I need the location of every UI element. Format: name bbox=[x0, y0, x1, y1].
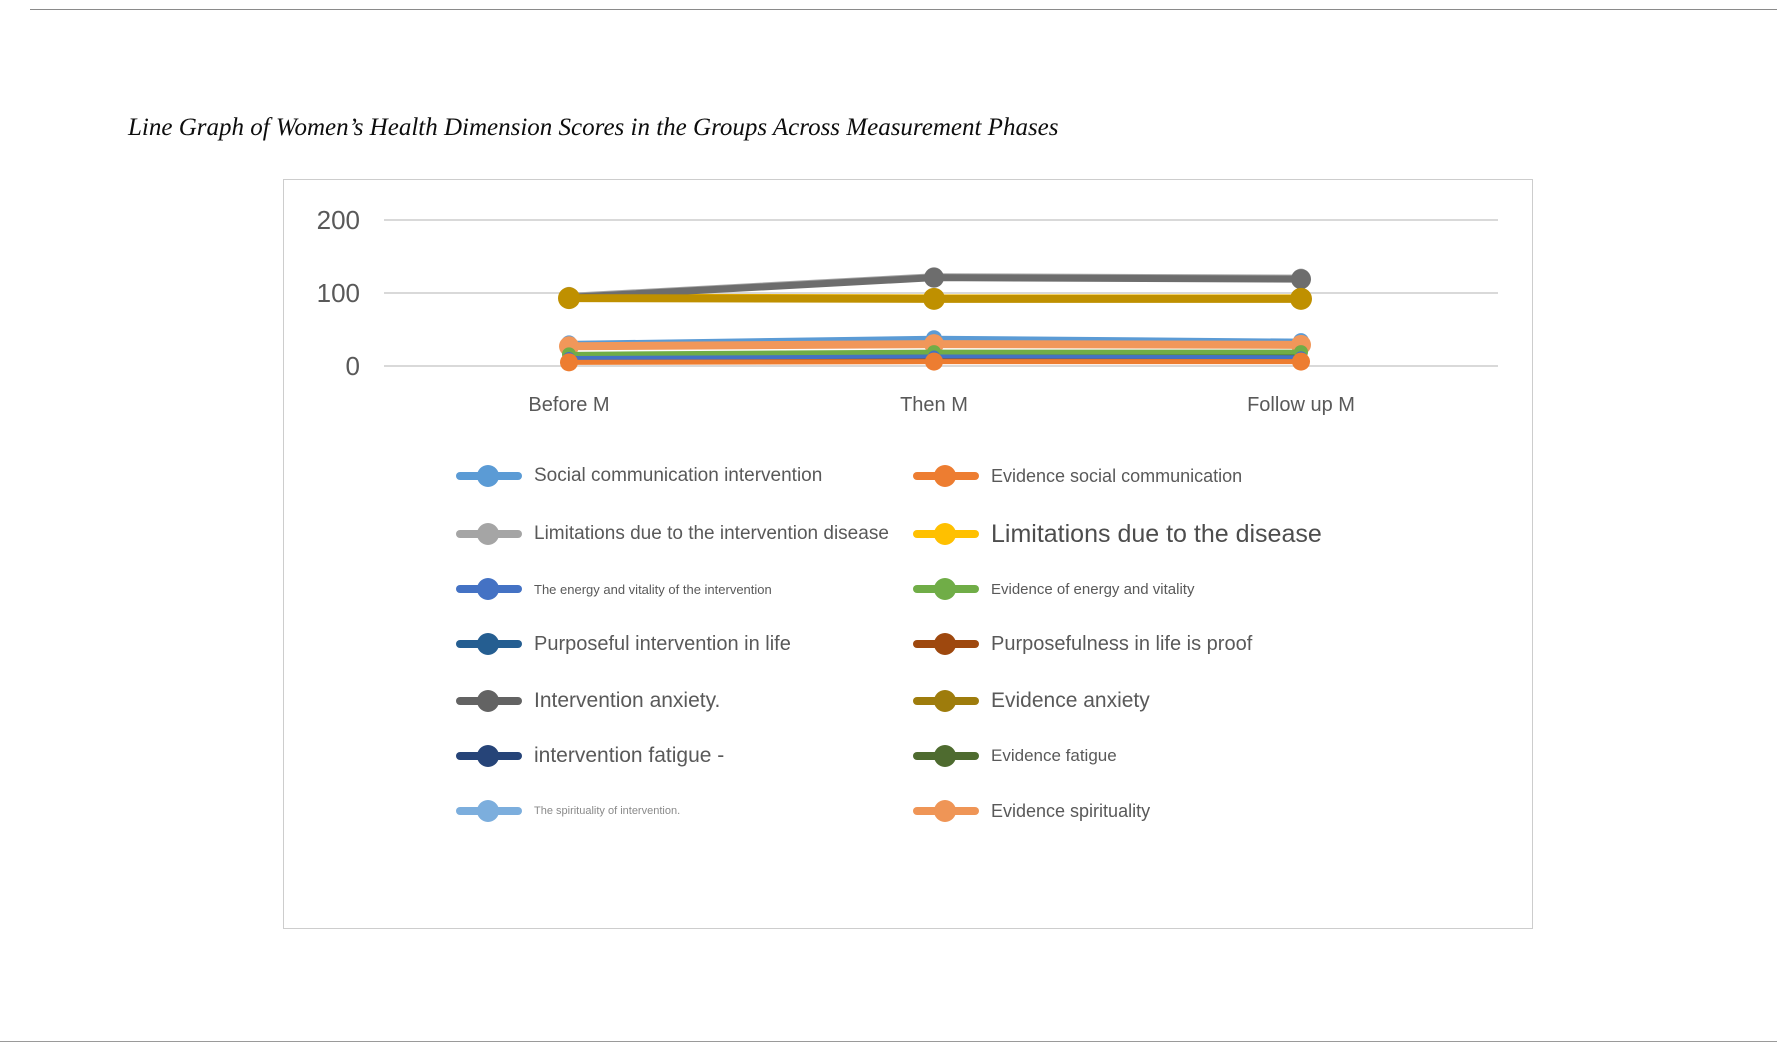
legend-label: Limitations due to the intervention disease bbox=[534, 523, 889, 544]
legend-label: The energy and vitality of the intervention bbox=[534, 581, 772, 597]
legend-item bbox=[456, 627, 791, 661]
legend-swatch-icon bbox=[913, 465, 979, 487]
legend-item bbox=[913, 627, 1252, 661]
x-axis-label: Before M bbox=[528, 394, 610, 416]
legend-item bbox=[456, 794, 680, 828]
legend-label: Limitations due to the disease bbox=[991, 519, 1322, 548]
legend-label: Evidence spirituality bbox=[991, 800, 1151, 821]
legend-swatch-icon bbox=[913, 633, 979, 655]
legend-swatch-icon bbox=[456, 800, 522, 822]
legend-item bbox=[456, 517, 889, 551]
series-marker-evidence-social-communication bbox=[1292, 353, 1310, 371]
legend-swatch-icon bbox=[456, 523, 522, 545]
page-top-rule bbox=[30, 9, 1777, 10]
series-marker-intervention-anxiety bbox=[924, 268, 944, 288]
legend-label: Purposeful intervention in life bbox=[534, 632, 791, 655]
legend-swatch-icon bbox=[456, 633, 522, 655]
x-axis-label: Follow up M bbox=[1247, 394, 1355, 416]
page-bottom-rule bbox=[0, 1041, 1777, 1042]
legend-swatch-icon bbox=[456, 465, 522, 487]
legend-label: Evidence social communication bbox=[991, 465, 1243, 486]
chart-frame bbox=[283, 179, 1533, 929]
legend-label: Evidence anxiety bbox=[991, 689, 1150, 712]
series-marker-evidence-anxiety bbox=[923, 288, 945, 310]
legend-item bbox=[913, 739, 1117, 773]
legend-item bbox=[913, 459, 1242, 493]
legend-label: Evidence fatigue bbox=[991, 746, 1117, 765]
legend-swatch-icon bbox=[913, 745, 979, 767]
legend-item bbox=[456, 684, 720, 718]
legend-item bbox=[913, 572, 1194, 606]
legend-item bbox=[456, 572, 772, 606]
y-axis-tick-label: 200 bbox=[316, 205, 360, 235]
legend-item bbox=[913, 684, 1150, 718]
series-marker-intervention-anxiety bbox=[1291, 269, 1311, 289]
figure-caption: Line Graph of Women’s Health Dimension Scores in the Groups Across Measurement Phases bbox=[128, 114, 1059, 141]
legend-swatch-icon bbox=[456, 745, 522, 767]
series-marker-evidence-anxiety bbox=[1290, 288, 1312, 310]
legend-swatch-icon bbox=[913, 800, 979, 822]
legend-label: Social communication intervention bbox=[534, 465, 823, 486]
legend-label: Purposefulness in life is proof bbox=[991, 632, 1253, 655]
legend-item bbox=[913, 794, 1150, 828]
legend-swatch-icon bbox=[913, 578, 979, 600]
series-marker-evidence-social-communication bbox=[560, 353, 578, 371]
series-marker-evidence-anxiety bbox=[558, 287, 580, 309]
legend-swatch-icon bbox=[913, 523, 979, 545]
legend-swatch-icon bbox=[456, 690, 522, 712]
legend-swatch-icon bbox=[456, 578, 522, 600]
legend-item bbox=[913, 517, 1322, 551]
legend-swatch-icon bbox=[913, 690, 979, 712]
y-axis-tick-label: 100 bbox=[316, 278, 360, 308]
x-axis-label: Then M bbox=[900, 394, 968, 416]
legend-label: The spirituality of intervention. bbox=[534, 805, 681, 817]
y-axis-tick-label: 0 bbox=[345, 351, 360, 381]
legend-label: Evidence of energy and vitality bbox=[991, 580, 1195, 598]
legend-item bbox=[456, 739, 724, 773]
legend-label: intervention fatigue - bbox=[534, 744, 725, 767]
legend-label: Intervention anxiety. bbox=[534, 689, 721, 712]
legend-item bbox=[456, 459, 822, 493]
series-marker-evidence-social-communication bbox=[925, 353, 943, 371]
